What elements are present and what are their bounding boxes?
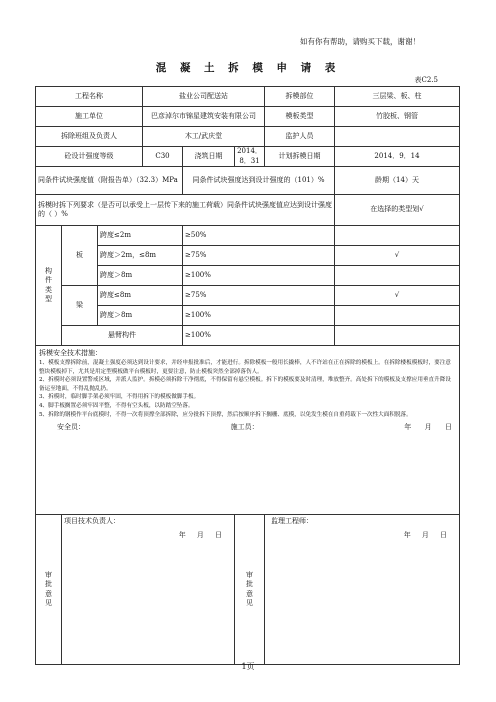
safety-measure-item: 5、拆除的钢模作平台底模时，不得一次将顶撑全部拆除，应分批拆下顶撑，然后按顺序拆下搁栅、底模，以免发生模在自重荷载下一次性大面积脱落。 [39, 411, 412, 418]
test-strength-value: 同条件试块强度值（附报告单）（32.3）MPa [36, 167, 183, 195]
plan-date-value: 2014．9．14 [335, 147, 460, 167]
plan-date-label: 计划拆模日期 [265, 147, 335, 167]
select-instruction: 在选择的类型划√ [335, 195, 460, 226]
member-span: 跨度＞8m [98, 306, 183, 326]
signature-line [39, 422, 456, 433]
formwork-type-value: 竹胶板、钢管 [335, 107, 460, 127]
member-requirement: ≥100% [183, 266, 335, 286]
member-requirement: ≥75% [183, 246, 335, 266]
project-name-label: 工程名称 [36, 87, 143, 107]
member-span: 跨度≤2m [98, 226, 183, 246]
supervisor-label: 监护人员 [265, 127, 335, 147]
technical-lead-title: 项目技术负责人： [64, 517, 120, 525]
supervising-engineer-title: 监理工程师： [271, 517, 313, 525]
member-requirement: ≥50% [183, 226, 335, 246]
member-span: 跨度＞2m，≤8m [98, 246, 183, 266]
formwork-type-label: 模板类型 [265, 107, 335, 127]
sign-date: 年 月 日 [404, 423, 452, 432]
member-check: √ [335, 246, 460, 266]
member-requirement: ≥100% [183, 326, 335, 346]
slab-label: 板 [62, 226, 98, 286]
safety-measure-item: 4、脚手板搁置必须牢固平整，不得有空头板，以防踏空坠落。 [39, 403, 194, 410]
curing-age: 龄期（14）天 [335, 167, 460, 195]
form-title: 混 凝 土 拆 模 申 请 表 [155, 62, 341, 74]
safety-measure-item: 1、模板支撑拆除前，混凝土强度必须达到设计要求，并经申报批准后，才能进行。拆除模板一般用长撬棒，人不许站在正在拆除的模板上。在拆除楼板模板时，要注意整块模板掉下，尤其是用定型模板做平台模板时，更要注意，防止模板突然全部掉落伤人。 [39, 359, 451, 375]
safety-officer-label: 安全员： [57, 423, 85, 432]
removal-requirement: 拆模时拆下列要求（是否可以承受上一层传下来的施工荷载）同条件试块强度值应达到设计强度的（ ）% [36, 195, 335, 226]
safety-measures [36, 346, 460, 515]
member-requirement: ≥75% [183, 286, 335, 306]
beam-label: 梁 [62, 286, 98, 326]
member-check [335, 306, 460, 326]
header-note: 如有你有帮助，请购买下载，谢谢！ [300, 37, 420, 46]
grade-value: C30 [143, 147, 183, 167]
technical-lead-approval [62, 515, 235, 665]
supervisor-value [335, 127, 460, 147]
removal-part-label: 拆模部位 [265, 87, 335, 107]
approval-label-right: 审 批 意 见 [235, 515, 265, 665]
contractor-label: 施工单位 [36, 107, 143, 127]
member-span: 悬臂构件 [62, 326, 183, 346]
member-check [335, 326, 460, 346]
member-check: √ [335, 286, 460, 306]
safety-measure-item: 2、拆模时必须设置警戒区域，并派人监护。拆模必须拆除干净彻底，不得保留有悬空模板。拆下的模板要及时清理，堆放整齐。高处拆下的模板及支撑应用垂直升降设备运至地面，不得乱抛乱扔。 [39, 377, 451, 392]
project-name-value: 盐业公司配送站 [143, 87, 265, 107]
pour-date-label: 浇筑日期 [183, 147, 235, 167]
member-requirement: ≥100% [183, 306, 335, 326]
crew-label: 拆除班组及负责人 [36, 127, 143, 147]
form-number: 表C2.5 [414, 76, 438, 84]
supervising-engineer-approval [265, 515, 460, 665]
safety-measure-item: 3、拆模时，临时脚手架必须牢固，不得用拆下的模板做脚手板。 [39, 394, 200, 401]
contractor-value: 巴彦淖尔市锦星建筑安装有限公司 [143, 107, 265, 127]
removal-part-value: 三层梁、板、柱 [335, 87, 460, 107]
member-span: 跨度＞8m [98, 266, 183, 286]
safety-measures-heading: 拆模安全技术措施： [39, 349, 102, 357]
member-check [335, 226, 460, 246]
test-strength-ratio: 同条件试块强度达到设计强度的（101）% [183, 167, 335, 195]
member-type-label: 构 件 类 型 [36, 226, 62, 346]
supervising-engineer-date: 年 月 日 [403, 531, 447, 540]
pour-date-value: 2014．8．31 [235, 147, 265, 167]
approval-label-left: 审 批 意 见 [36, 515, 62, 665]
page-number: 1页 [241, 662, 255, 671]
worker-label: 施工员： [230, 423, 259, 432]
member-span: 跨度≤8m [98, 286, 183, 306]
grade-label: 砼设计强度等级 [36, 147, 143, 167]
crew-value: 木工/武庆堂 [143, 127, 265, 147]
removal-application-table [35, 86, 460, 665]
member-check [335, 266, 460, 286]
technical-lead-date: 年 月 日 [178, 531, 222, 540]
